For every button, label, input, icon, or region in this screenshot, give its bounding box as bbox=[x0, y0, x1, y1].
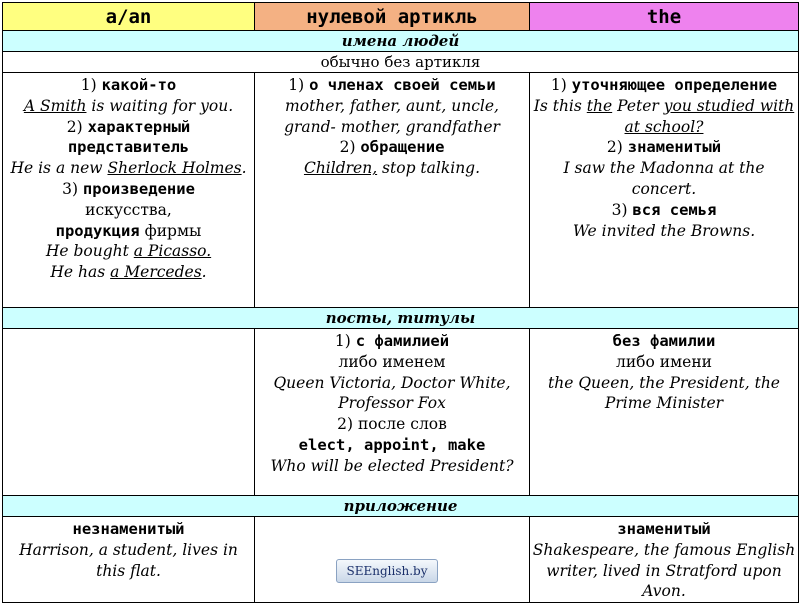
example: Who will be elected President? bbox=[270, 456, 514, 475]
names-a-cell bbox=[3, 73, 255, 308]
rule-text: либо именем bbox=[338, 352, 446, 371]
example: He bought a Picasso. bbox=[45, 242, 212, 261]
posts-zero-cell bbox=[255, 329, 530, 496]
apposition-the-cell bbox=[530, 517, 799, 603]
rule-number: 3) bbox=[611, 200, 633, 219]
rule-term: характерный представитель bbox=[67, 117, 191, 157]
section-row-apposition bbox=[3, 496, 799, 517]
rule-term: какой-то bbox=[101, 76, 177, 94]
rule-number: 3) bbox=[62, 179, 83, 198]
example: Children, stop talking. bbox=[303, 159, 481, 178]
rule-number: 1) bbox=[334, 332, 356, 350]
rule-text: после слов bbox=[357, 415, 447, 434]
names-note: обычно без артикля bbox=[3, 52, 799, 73]
names-zero-cell bbox=[255, 73, 530, 308]
example: Is this the Peter you studied with at school? bbox=[533, 96, 795, 136]
rule-term: произведение bbox=[82, 179, 195, 198]
example: mother, father, aunt, uncle, grand- mother, grandfather bbox=[284, 96, 500, 136]
header-the: the bbox=[530, 3, 799, 31]
rule-term: продукция bbox=[55, 221, 140, 240]
article-usage-sheet bbox=[2, 2, 798, 601]
rule-text: либо имени bbox=[616, 352, 712, 371]
rule-term: с фамилией bbox=[355, 332, 450, 350]
rule-number: 1) bbox=[80, 76, 102, 94]
section-apposition: приложение bbox=[3, 496, 799, 517]
example: He is a new Sherlock Holmes. bbox=[10, 159, 247, 178]
header-row bbox=[3, 3, 799, 31]
apposition-a-cell bbox=[3, 517, 255, 603]
example: I saw the Madonna at the concert. bbox=[563, 159, 765, 198]
posts-the-cell bbox=[530, 329, 799, 496]
rule-number: 2) bbox=[339, 138, 361, 157]
rule-term: обращение bbox=[360, 138, 445, 157]
example: Queen Victoria, Doctor White, Professor Fox bbox=[273, 373, 511, 413]
names-row bbox=[3, 73, 799, 308]
rule-text: искусства, bbox=[85, 200, 172, 219]
rule-term: о членах своей семьи bbox=[309, 76, 496, 94]
rule-term: знаменитый bbox=[617, 520, 711, 538]
rule-term: elect, appoint, make bbox=[298, 435, 486, 454]
section-posts: посты, титулы bbox=[3, 308, 799, 329]
header-zero-article: нулевой артикль bbox=[255, 3, 530, 31]
rule-term: вся семья bbox=[632, 200, 717, 219]
rule-term: без фамилии bbox=[612, 332, 716, 350]
article-table bbox=[2, 2, 799, 603]
section-names: имена людей bbox=[3, 31, 799, 52]
example: the Queen, the President, the Prime Minister bbox=[548, 373, 780, 413]
posts-a-cell bbox=[3, 329, 255, 496]
example: Harrison, a student, lives in this flat. bbox=[19, 540, 238, 580]
rule-term: знаменитый bbox=[627, 138, 722, 157]
rule-term: уточняющее определение bbox=[571, 76, 778, 94]
rule-term: незнаменитый bbox=[72, 520, 185, 538]
example: Shakespeare, the famous English writer, lived in Stratford upon Avon. bbox=[532, 540, 796, 601]
names-the-cell bbox=[530, 73, 799, 308]
rule-number: 2) bbox=[337, 415, 358, 434]
rule-number: 1) bbox=[550, 76, 572, 94]
site-logo: SEEnglish.by bbox=[336, 559, 438, 583]
example: A Smith is waiting for you. bbox=[23, 96, 234, 115]
section-row-names bbox=[3, 31, 799, 52]
section-row-posts bbox=[3, 308, 799, 329]
header-a-an: a/an bbox=[3, 3, 255, 31]
rule-text: фирмы bbox=[139, 221, 202, 240]
example: We invited the Browns. bbox=[572, 221, 756, 240]
rule-number: 2) bbox=[66, 117, 88, 136]
note-row bbox=[3, 52, 799, 73]
rule-number: 1) bbox=[288, 76, 310, 94]
rule-number: 2) bbox=[606, 138, 628, 157]
example: He has a Mercedes. bbox=[50, 263, 207, 282]
posts-row bbox=[3, 329, 799, 496]
